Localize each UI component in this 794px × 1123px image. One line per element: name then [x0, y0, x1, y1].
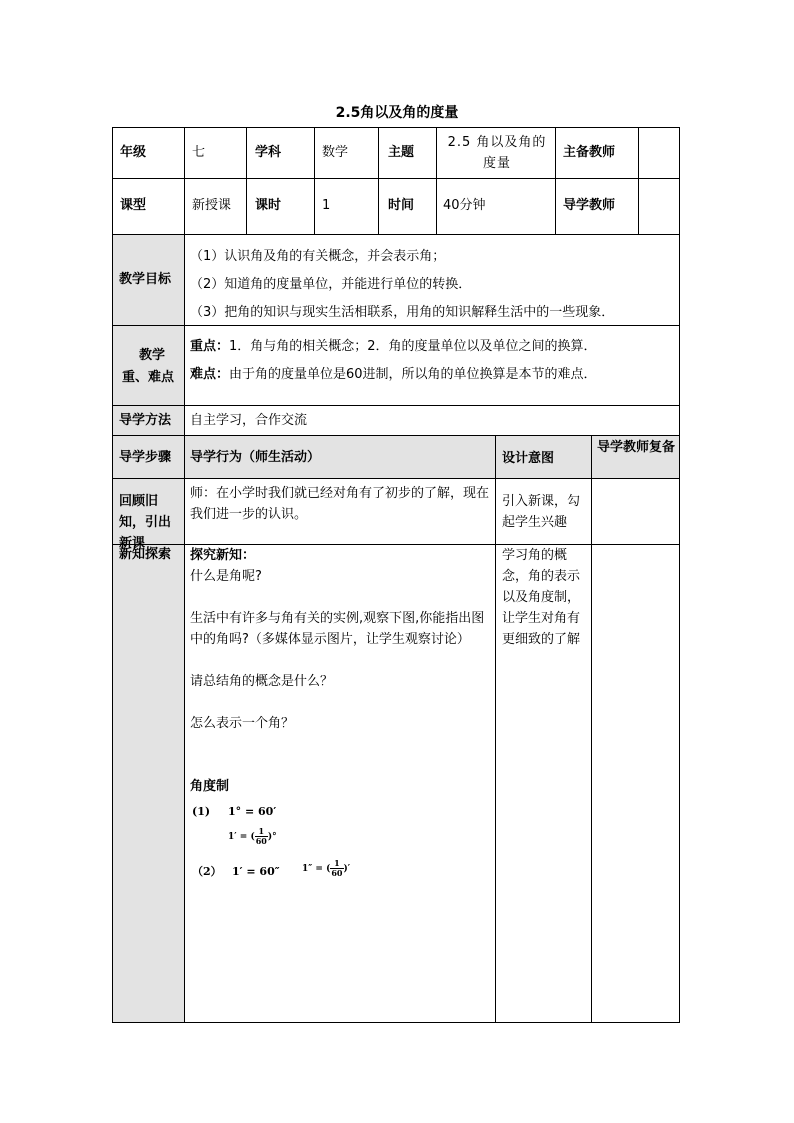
row-divider — [112, 178, 680, 179]
subject-label: 学科 — [255, 145, 282, 160]
formula-1-index: (1) — [192, 805, 211, 818]
time-value: 40分钟 — [443, 198, 486, 213]
formula-2-main: 1′ = 60″ — [232, 865, 280, 878]
lead-teacher-label: 主备教师 — [563, 145, 616, 160]
document-title: 2.5角以及角的度量 — [335, 105, 459, 121]
keypoints-content — [190, 333, 676, 389]
intent-header-label: 设计意图 — [502, 451, 555, 466]
fraction: $\frac{1}{60}$ — [331, 858, 343, 878]
row-divider — [112, 234, 680, 235]
column-divider — [314, 127, 315, 235]
explore-content — [190, 545, 490, 895]
grade-value: 七 — [192, 145, 206, 160]
formula-2-sub: 1″ = ( $\frac{1}{60}$ )′ — [302, 858, 351, 878]
column-divider — [591, 435, 592, 1023]
review-header-label: 导学教师复备 — [597, 440, 676, 455]
lesson-type-label: 课型 — [120, 198, 147, 213]
fraction: $\frac{1}{60}$ — [255, 826, 267, 846]
objective-item: （3）把角的知识与现实生活相联系，用角的知识解释生活中的一些现象． — [190, 305, 615, 320]
column-divider — [184, 127, 185, 1023]
lesson-type-value: 新授课 — [192, 198, 232, 213]
formula-2-index: （2） — [192, 865, 222, 878]
table-border-right — [679, 127, 680, 1023]
column-divider — [495, 435, 496, 1023]
time-label: 时间 — [388, 198, 415, 213]
difficult-point: 难点：由于角的度量单位是60进制，所以角的单位换算是本节的难点． — [190, 367, 597, 382]
formula-1-main: 1° = 60′ — [228, 805, 277, 818]
row-divider — [112, 478, 680, 479]
question-3: 请总结角的概念是什么？ — [190, 674, 334, 689]
formula-block — [190, 799, 490, 895]
question-2: 生活中有许多与角有关的实例,观察下图,你能指出图中的角吗?（多媒体显示图片，让学生观察讨论） — [190, 611, 485, 647]
topic-label: 主题 — [388, 145, 415, 160]
row-divider — [112, 405, 680, 406]
lesson-plan-table — [112, 127, 680, 1023]
question-1: 什么是角呢? — [190, 569, 262, 584]
actions-header-label: 导学行为（师生活动） — [190, 450, 321, 465]
column-divider — [246, 127, 247, 235]
grade-label: 年级 — [120, 145, 147, 160]
topic-value: 2.5 角以及角的度量 — [447, 135, 547, 171]
column-divider — [638, 127, 639, 235]
question-4: 怎么表示一个角？ — [190, 716, 295, 731]
table-border-bottom — [112, 1022, 680, 1023]
table-border-top — [112, 127, 680, 128]
method-label: 导学方法 — [119, 413, 172, 428]
review-content: 师：在小学时我们就已经对角有了初步的了解，现在我们进一步的认识。 — [190, 486, 490, 522]
table-border-left — [112, 127, 113, 1023]
explore-intent: 学习角的概念，角的表示以及角度制，让学生对角有更细致的了解 — [502, 548, 581, 647]
review-intent: 引入新课，勾起学生兴趣 — [502, 494, 581, 530]
keypoints-label: 教学 重、难点 — [121, 348, 174, 385]
review-label: 回顾旧知，引出新课 — [119, 494, 172, 551]
column-divider — [555, 127, 556, 235]
guide-teacher-label: 导学教师 — [563, 198, 616, 213]
angle-system-heading: 角度制 — [190, 779, 230, 794]
key-point: 重点：1．角与角的相关概念；2．角的度量单位以及单位之间的换算． — [190, 339, 597, 354]
explore-label-bg — [113, 545, 184, 1022]
explore-heading: 探究新知： — [190, 548, 256, 563]
objective-item: （1）认识角及角的有关概念，并会表示角； — [190, 249, 446, 264]
column-divider — [436, 127, 437, 235]
formula-1-sub: 1′ = ( $\frac{1}{60}$ )° — [228, 826, 277, 846]
explore-label: 新知探索 — [119, 547, 172, 562]
objective-item: （2）知道角的度量单位，并能进行单位的转换． — [190, 277, 472, 292]
period-value: 1 — [322, 198, 331, 213]
subject-value: 数学 — [322, 145, 349, 160]
period-label: 课时 — [255, 198, 282, 213]
objectives-list — [190, 243, 676, 327]
steps-header-label: 导学步骤 — [119, 450, 172, 465]
method-value: 自主学习，合作交流 — [190, 413, 308, 428]
column-divider — [378, 127, 379, 235]
row-divider — [112, 435, 680, 436]
objectives-label: 教学目标 — [119, 272, 172, 287]
